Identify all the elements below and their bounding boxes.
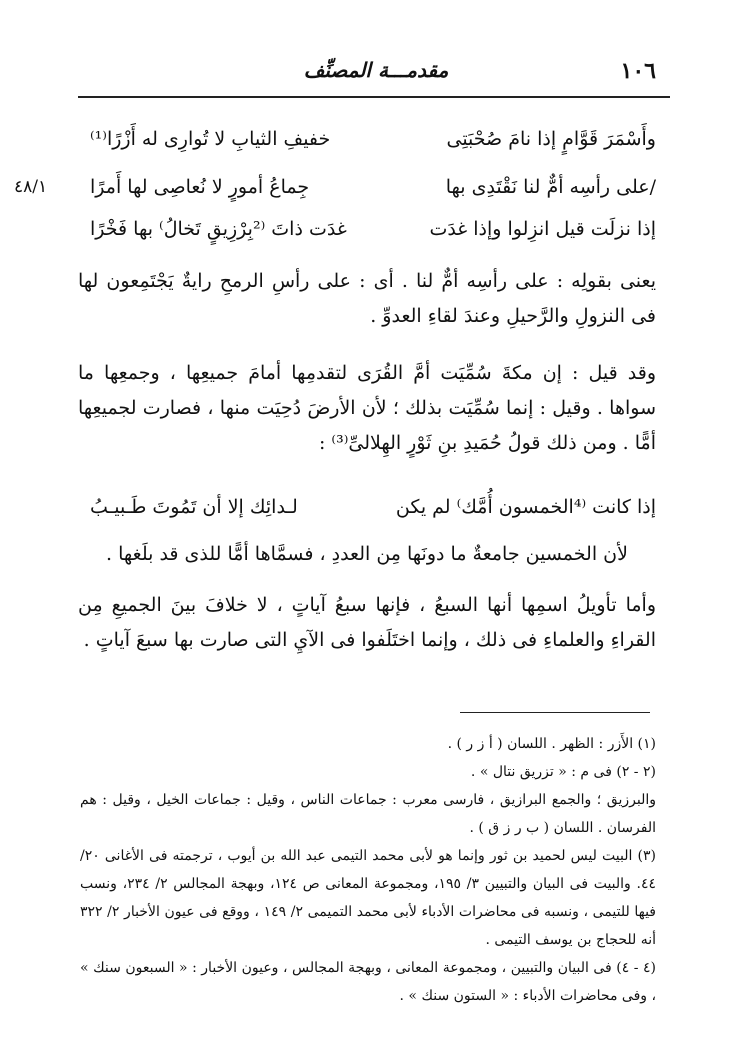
footnote: والبرزيق ؛ والجمع البرازيق ، فارسى معرب : جماعات الناس ، وقيل : جماعات الخيل ، وقيل : هم الفرسان . اللسان ( ب ر ز ق ) . <box>80 792 656 836</box>
verse-hemistich-first: إذا كانت ⁽⁴الخمسون أُمَّك⁾ لم يكن <box>395 496 656 518</box>
page-number: ١٠٦ <box>620 58 656 84</box>
header-rule <box>78 96 670 98</box>
verse-line <box>90 214 656 244</box>
footnote: (٣) البيت ليس لحميد بن ثور وإنما هو لأبى محمد التيمى عبد الله بن أيوب ، ترجمته فى الأغانى ٢٠/ ٤٤. والبيت فى البيان والتبيين ٣/ ١٩٥، ومجموعة المعانى ص ١٢٤، وبهجة المجالس ٢/ ٢٣٤، ونسب فيها للتيمى ، ونسبه فى محاضرات الأدباء لأبى محمد التميمى ٢/ ١٤٩ ، ووقع فى عيون الأخبار ٢/ ٣٢٢ أنه للحجاج بن يوسف التيمى . <box>80 848 656 948</box>
footnote: (٤ - ٤) فى البيان والتبيين ، ومجموعة المعانى ، وبهجة المجالس ، وعيون الأخبار : « السبعون سنك » ، وفى محاضرات الأدباء : « الستون سنك » . <box>80 960 656 1004</box>
footnote-rule <box>460 712 650 713</box>
verse-hemistich-second: غدَت ذاتَ ⁽²بِرْزِيقٍ تَخالُ⁾ بها فَخْرًا <box>90 218 347 240</box>
verse-hemistich-second: لـدائِك إلا أن تَمُوتَ طَـبيـبُ <box>90 496 298 518</box>
paragraph: لأن الخمسين جامعةٌ ما دونَها مِن العددِ ، فسمَّاها أمًّا للذى قد بلَغها . <box>106 543 628 565</box>
footnotes <box>80 730 656 1010</box>
verse-line <box>90 124 656 154</box>
verse-hemistich-first: إذا نزلَت قيل انزِلوا وإذا غدَت <box>429 218 656 240</box>
verse-hemistich-first: /على رأسِه أمٌّ لنا نَقْتَدِى بها <box>445 176 656 198</box>
footnote: (٢ - ٢) فى م : « تزريق نتال » . <box>470 764 656 780</box>
verse-hemistich-first: وأَسْمَرَ قَوَّامٍ إذا نامَ صُحْبَتِى <box>446 128 656 150</box>
paragraph: وأما تأويلُ اسمِها أنها السبعُ ، فإنها سبعُ آياتٍ ، لا خلافَ بينَ الجميعِ مِن القراءِ والعلماءِ فى ذلك ، وإنما اختَلَفوا فى الآيِ التى صارت بها سبعَ آياتٍ . <box>78 594 656 651</box>
verse-hemistich-second: جِماعُ أمورٍ لا نُعاصِى لها أَمرًا <box>90 176 310 198</box>
margin-reference: ٤٨/١ <box>14 177 48 197</box>
footnote: (١) الأَزر : الظهر . اللسان ( أ ز ر ) . <box>447 736 656 752</box>
running-title: مقدمـــة المصنِّف <box>303 58 449 82</box>
paragraph: يعنى بقولِه : على رأسِه أمٌّ لنا . أى : على رأسِ الرمحِ رايةٌ يَجْتَمِعون لها فى النزولِ والرَّحيلِ وعندَ لقاءِ العدوِّ . <box>78 270 656 327</box>
verse-line <box>90 172 656 202</box>
paragraph: وقد قيل : إن مكةَ سُمِّيَت أمَّ القُرَى لتقدمِها أمامَ جميعِها ، وجمعِها ما سواها . وقيل : إنما سُمِّيَت بذلك ؛ لأن الأرضَ دُحِيَت منها ، فصارت لجميعِها أمًّا . ومن ذلك قولُ حُمَيدِ بنِ ثَوْرٍ الهِلالىِّ⁽³⁾ : <box>78 362 656 454</box>
verse-hemistich-second: خفيفِ الثيابِ لا تُوارِى له أَزْرًا⁽¹⁾ <box>90 128 331 150</box>
verse-line <box>90 492 656 522</box>
